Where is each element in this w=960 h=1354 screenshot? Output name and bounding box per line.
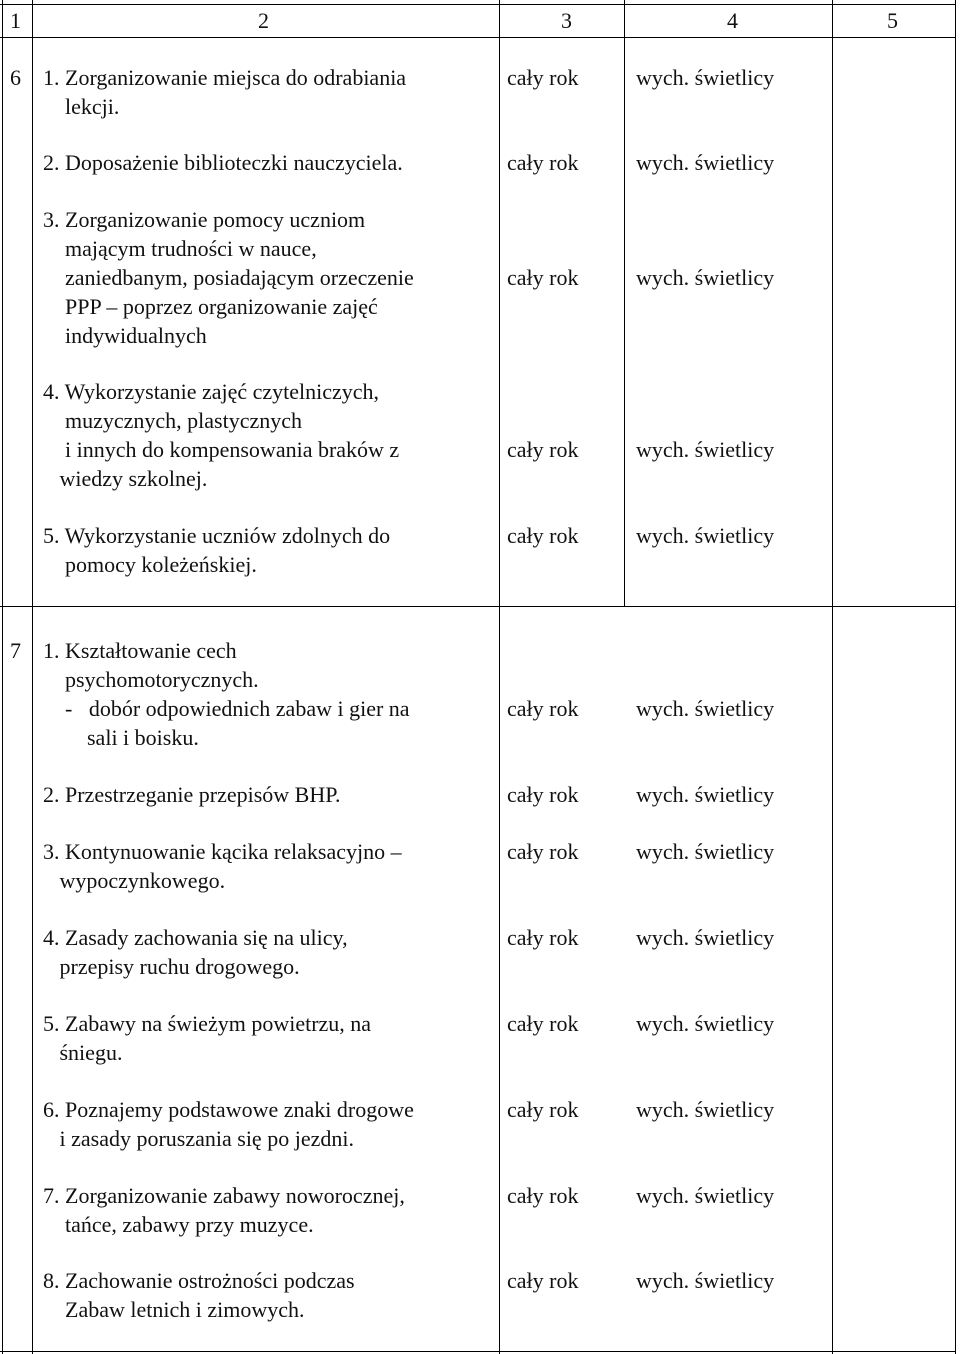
table-border-top (0, 4, 956, 5)
responsible-cell: wych. świetlicy (636, 925, 775, 950)
activity-text-line: 1. Kształtowanie cech (43, 638, 237, 663)
responsible-cell: wych. świetlicy (636, 265, 775, 290)
activity-text-line: 3. Zorganizowanie pomocy uczniom (43, 207, 366, 232)
term-cell: cały rok (507, 65, 579, 90)
term-cell: cały rok (507, 925, 579, 950)
activity-text-line: 2. Przestrzeganie przepisów BHP. (43, 782, 341, 807)
responsible-cell: wych. świetlicy (636, 839, 775, 864)
activity-text-line: 6. Poznajemy podstawowe znaki drogowe (43, 1097, 414, 1122)
activity-text-line: muzycznych, plastycznych (43, 408, 303, 433)
activity-text-line: zaniedbanym, posiadającym orzeczenie (43, 265, 414, 290)
activity-text-line: PPP – poprzez organizowanie zajęć (43, 294, 378, 319)
header-col-1: 1 (10, 8, 21, 33)
activity-text-line: indywidualnych (43, 323, 207, 348)
header-col-4: 4 (727, 8, 738, 33)
activity-text-line: 1. Zorganizowanie miejsca do odrabiania (43, 65, 407, 90)
responsible-cell: wych. świetlicy (636, 782, 775, 807)
term-cell: cały rok (507, 150, 579, 175)
activity-text-line: psychomotorycznych. (43, 667, 259, 692)
term-cell: cały rok (507, 696, 579, 721)
header-col-2: 2 (258, 8, 269, 33)
term-cell: cały rok (507, 437, 579, 462)
responsible-cell: wych. świetlicy (636, 1097, 775, 1122)
activity-text-line: 4. Zasady zachowania się na ulicy, (43, 925, 348, 950)
activity-text-line: 5. Wykorzystanie uczniów zdolnych do (43, 523, 391, 548)
term-cell: cały rok (507, 1097, 579, 1122)
activity-text-line: wypoczynkowego. (43, 868, 226, 893)
activity-text-line: 8. Zachowanie ostrożności podczas (43, 1268, 355, 1293)
activity-text-line: pomocy koleżeńskiej. (43, 552, 257, 577)
header-col-5: 5 (887, 8, 898, 33)
column-divider-4 (832, 0, 833, 1354)
responsible-cell: wych. świetlicy (636, 523, 775, 548)
row-number: 7 (10, 638, 21, 663)
responsible-cell: wych. świetlicy (636, 696, 775, 721)
activity-text-line: wiedzy szkolnej. (43, 466, 208, 491)
responsible-cell: wych. świetlicy (636, 1011, 775, 1036)
term-cell: cały rok (507, 265, 579, 290)
activity-text-line: tańce, zabawy przy muzyce. (43, 1212, 314, 1237)
activity-text-line: 7. Zorganizowanie zabawy noworocznej, (43, 1183, 405, 1208)
responsible-cell: wych. świetlicy (636, 150, 775, 175)
activity-text-line: sali i boisku. (43, 725, 199, 750)
row-number: 6 (10, 65, 21, 90)
column-divider-3 (624, 0, 625, 606)
table-border-right (955, 0, 956, 1354)
header-col-3: 3 (561, 8, 572, 33)
responsible-cell: wych. świetlicy (636, 1183, 775, 1208)
row-divider (0, 606, 956, 607)
responsible-cell: wych. świetlicy (636, 437, 775, 462)
term-cell: cały rok (507, 523, 579, 548)
column-divider-2 (499, 0, 500, 1354)
term-cell: cały rok (507, 1011, 579, 1036)
table-border-bottom (0, 1351, 956, 1352)
activity-text-line: Zabaw letnich i zimowych. (43, 1297, 305, 1322)
activity-text-line: 3. Kontynuowanie kącika relaksacyjno – (43, 839, 402, 864)
term-cell: cały rok (507, 782, 579, 807)
activity-text-line: mającym trudności w nauce, (43, 236, 317, 261)
column-divider-1 (32, 0, 33, 1354)
activity-text-line: śniegu. (43, 1040, 123, 1065)
responsible-cell: wych. świetlicy (636, 1268, 775, 1293)
table-border-left (2, 0, 3, 1354)
term-cell: cały rok (507, 1268, 579, 1293)
responsible-cell: wych. świetlicy (636, 65, 775, 90)
activity-text-line: przepisy ruchu drogowego. (43, 954, 300, 979)
activity-text-line: 2. Doposażenie biblioteczki nauczyciela. (43, 150, 403, 175)
activity-text-line: 4. Wykorzystanie zajęć czytelniczych, (43, 379, 380, 404)
term-cell: cały rok (507, 839, 579, 864)
activity-text-line: i innych do kompensowania braków z (43, 437, 400, 462)
activity-text-line: i zasady poruszania się po jezdni. (43, 1126, 354, 1151)
activity-text-line: 5. Zabawy na świeżym powietrzu, na (43, 1011, 372, 1036)
activity-text-line: - dobór odpowiednich zabaw i gier na (43, 696, 410, 721)
activity-text-line: lekcji. (43, 94, 120, 119)
header-divider (0, 37, 956, 38)
term-cell: cały rok (507, 1183, 579, 1208)
